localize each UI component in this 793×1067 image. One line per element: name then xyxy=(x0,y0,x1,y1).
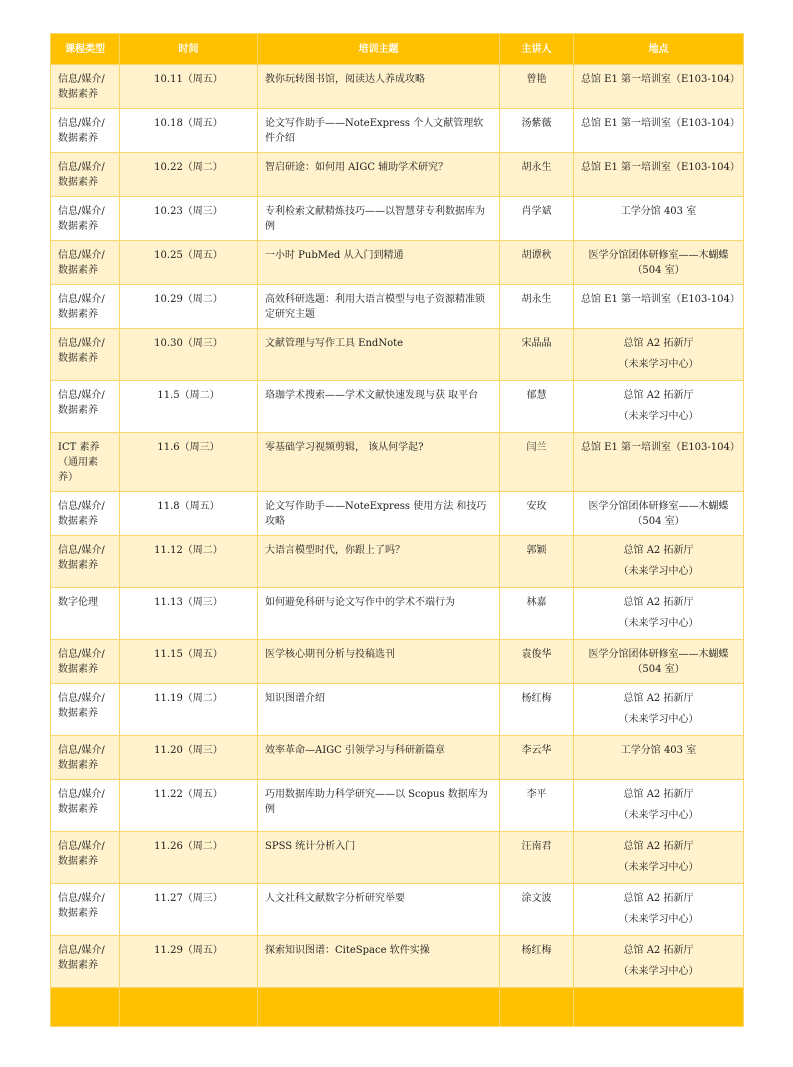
location-line: 总馆 E1 第一培训室（E103-104） xyxy=(581,118,740,129)
cell-topic: 教你玩转图书馆，阅读达人养成攻略 xyxy=(258,65,500,109)
header-location: 地点 xyxy=(574,34,744,65)
location-subline: （未来学习中心） xyxy=(618,714,699,725)
location-line: 医学分馆团体研修室——木蝴蝶（504 室） xyxy=(588,501,729,527)
cell-topic: 知识图谱介绍 xyxy=(258,684,500,736)
cell-speaker: 胡永生 xyxy=(500,285,574,329)
cell-speaker: 胡永生 xyxy=(500,153,574,197)
cell-speaker: 汪南君 xyxy=(500,832,574,884)
location-line: 总馆 A2 拓新厅 xyxy=(623,597,694,608)
cell-topic: 效率革命—AIGC 引领学习与科研新篇章 xyxy=(258,736,500,780)
location-line: 总馆 A2 拓新厅 xyxy=(623,693,694,704)
table-row xyxy=(51,736,744,780)
cell-topic: SPSS 统计分析入门 xyxy=(258,832,500,884)
cell-time: 11.20（周三） xyxy=(120,736,258,780)
cell-course-type: 信息/媒介/数据素养 xyxy=(51,492,120,536)
cell-course-type: 信息/媒介/数据素养 xyxy=(51,329,120,381)
cell-location xyxy=(574,153,744,197)
table-row xyxy=(51,433,744,492)
cell-time: 10.23（周三） xyxy=(120,197,258,241)
location-line: 总馆 A2 拓新厅 xyxy=(623,893,694,904)
table-row xyxy=(51,780,744,832)
cell-topic: 智启研途：如何用 AIGC 辅助学术研究？ xyxy=(258,153,500,197)
table-row xyxy=(51,832,744,884)
table-row xyxy=(51,640,744,684)
cell-time: 11.13（周三） xyxy=(120,588,258,640)
cell-time: 10.11（周五） xyxy=(120,65,258,109)
cell-speaker: 曾艳 xyxy=(500,65,574,109)
location-line: 总馆 E1 第一培训室（E103-104） xyxy=(581,74,740,85)
cell-location xyxy=(574,65,744,109)
table-row xyxy=(51,884,744,936)
cell-time: 11.8（周五） xyxy=(120,492,258,536)
cell-speaker: 郁慧 xyxy=(500,381,574,433)
header-speaker: 主讲人 xyxy=(500,34,574,65)
cell-course-type: 信息/媒介/数据素养 xyxy=(51,832,120,884)
table-footer-row xyxy=(51,988,744,1027)
footer-cell xyxy=(574,988,744,1027)
cell-course-type: 信息/媒介/数据素养 xyxy=(51,736,120,780)
cell-location xyxy=(574,241,744,285)
cell-location xyxy=(574,780,744,832)
cell-topic: 高效科研选题：利用大语言模型与电子资源精准锁定研究主题 xyxy=(258,285,500,329)
location-line: 总馆 A2 拓新厅 xyxy=(623,338,694,349)
location-line: 总馆 E1 第一培训室（E103-104） xyxy=(581,294,740,305)
table-row xyxy=(51,153,744,197)
cell-location xyxy=(574,433,744,492)
training-schedule-table xyxy=(50,33,744,1027)
cell-speaker: 肖学斌 xyxy=(500,197,574,241)
cell-location xyxy=(574,285,744,329)
cell-course-type: 信息/媒介/数据素养 xyxy=(51,109,120,153)
location-line: 医学分馆团体研修室——木蝴蝶（504 室） xyxy=(588,649,729,675)
cell-location xyxy=(574,492,744,536)
location-line: 总馆 A2 拓新厅 xyxy=(623,390,694,401)
cell-location xyxy=(574,536,744,588)
location-line: 总馆 A2 拓新厅 xyxy=(623,841,694,852)
cell-course-type: 信息/媒介/数据素养 xyxy=(51,381,120,433)
cell-location xyxy=(574,381,744,433)
cell-topic: 零基础学习视频剪辑， 该从何学起? xyxy=(258,433,500,492)
cell-speaker: 涂文波 xyxy=(500,884,574,936)
footer-cell xyxy=(258,988,500,1027)
table-row xyxy=(51,684,744,736)
cell-time: 11.12（周二） xyxy=(120,536,258,588)
cell-location xyxy=(574,684,744,736)
cell-topic: 医学核心期刊分析与投稿选刊 xyxy=(258,640,500,684)
location-subline: （未来学习中心） xyxy=(618,566,699,577)
cell-time: 11.27（周三） xyxy=(120,884,258,936)
location-subline: （未来学习中心） xyxy=(618,966,699,977)
cell-speaker: 胡谭秋 xyxy=(500,241,574,285)
cell-topic: 文献管理与写作工具 EndNote xyxy=(258,329,500,381)
header-time: 时间 xyxy=(120,34,258,65)
location-line: 总馆 A2 拓新厅 xyxy=(623,789,694,800)
cell-topic: 探索知识图谱：CiteSpace 软件实操 xyxy=(258,936,500,988)
cell-location xyxy=(574,197,744,241)
table-row xyxy=(51,381,744,433)
table-row xyxy=(51,492,744,536)
cell-time: 11.15（周五） xyxy=(120,640,258,684)
cell-course-type: 信息/媒介/数据素养 xyxy=(51,536,120,588)
cell-time: 11.5（周二） xyxy=(120,381,258,433)
cell-topic: 人文社科文献数字分析研究举要 xyxy=(258,884,500,936)
cell-time: 11.6（周三） xyxy=(120,433,258,492)
cell-location xyxy=(574,640,744,684)
cell-speaker: 杨红梅 xyxy=(500,936,574,988)
cell-time: 11.19（周二） xyxy=(120,684,258,736)
cell-location xyxy=(574,884,744,936)
cell-course-type: 信息/媒介/数据素养 xyxy=(51,780,120,832)
cell-course-type: 信息/媒介/数据素养 xyxy=(51,640,120,684)
table-row xyxy=(51,241,744,285)
cell-speaker: 林嘉 xyxy=(500,588,574,640)
cell-time: 10.29（周二） xyxy=(120,285,258,329)
cell-time: 10.30（周三） xyxy=(120,329,258,381)
table-row xyxy=(51,65,744,109)
cell-time: 11.22（周五） xyxy=(120,780,258,832)
cell-course-type: ICT 素养（通用素养） xyxy=(51,433,120,492)
cell-speaker: 安玫 xyxy=(500,492,574,536)
cell-topic: 专利检索文献精炼技巧——以智慧芽专利数据库为例 xyxy=(258,197,500,241)
table-header-row xyxy=(51,34,744,65)
table-row xyxy=(51,109,744,153)
table-row xyxy=(51,536,744,588)
location-line: 总馆 A2 拓新厅 xyxy=(623,545,694,556)
cell-time: 10.18（周五） xyxy=(120,109,258,153)
location-subline: （未来学习中心） xyxy=(618,618,699,629)
cell-location xyxy=(574,109,744,153)
cell-location xyxy=(574,832,744,884)
cell-course-type: 信息/媒介/数据素养 xyxy=(51,65,120,109)
cell-topic: 一小时 PubMed 从入门到精通 xyxy=(258,241,500,285)
cell-course-type: 信息/媒介/数据素养 xyxy=(51,884,120,936)
header-course-type: 课程类型 xyxy=(51,34,120,65)
location-line: 工学分馆 403 室 xyxy=(620,745,697,756)
table-row xyxy=(51,936,744,988)
cell-topic: 巧用数据库助力科学研究——以 Scopus 数据库为例 xyxy=(258,780,500,832)
location-subline: （未来学习中心） xyxy=(618,411,699,422)
location-line: 工学分馆 403 室 xyxy=(620,206,697,217)
cell-topic: 如何避免科研与论文写作中的学术不端行为 xyxy=(258,588,500,640)
cell-speaker: 杨红梅 xyxy=(500,684,574,736)
cell-topic: 论文写作助手——NoteExpress 使用方法 和技巧攻略 xyxy=(258,492,500,536)
cell-course-type: 信息/媒介/数据素养 xyxy=(51,684,120,736)
table-row xyxy=(51,588,744,640)
table-row xyxy=(51,285,744,329)
footer-cell xyxy=(500,988,574,1027)
location-subline: （未来学习中心） xyxy=(618,914,699,925)
cell-time: 10.25（周五） xyxy=(120,241,258,285)
cell-speaker: 郭颖 xyxy=(500,536,574,588)
location-line: 总馆 A2 拓新厅 xyxy=(623,945,694,956)
cell-course-type: 信息/媒介/数据素养 xyxy=(51,153,120,197)
cell-speaker: 宋晶晶 xyxy=(500,329,574,381)
cell-location xyxy=(574,936,744,988)
header-topic: 培训主题 xyxy=(258,34,500,65)
location-line: 总馆 E1 第一培训室（E103-104） xyxy=(581,442,740,453)
cell-time: 11.26（周二） xyxy=(120,832,258,884)
cell-location xyxy=(574,329,744,381)
cell-course-type: 数字伦理 xyxy=(51,588,120,640)
location-line: 医学分馆团体研修室——木蝴蝶（504 室） xyxy=(588,250,729,276)
cell-speaker: 李平 xyxy=(500,780,574,832)
cell-topic: 大语言模型时代，你跟上了吗？ xyxy=(258,536,500,588)
table-row xyxy=(51,197,744,241)
cell-course-type: 信息/媒介/数据素养 xyxy=(51,197,120,241)
cell-course-type: 信息/媒介/数据素养 xyxy=(51,936,120,988)
cell-speaker: 李云华 xyxy=(500,736,574,780)
cell-course-type: 信息/媒介/数据素养 xyxy=(51,241,120,285)
location-subline: （未来学习中心） xyxy=(618,862,699,873)
cell-location xyxy=(574,736,744,780)
cell-topic: 珞珈学术搜索——学术文献快速发现与获 取平台 xyxy=(258,381,500,433)
cell-time: 11.29（周五） xyxy=(120,936,258,988)
cell-speaker: 汤紫薇 xyxy=(500,109,574,153)
location-line: 总馆 E1 第一培训室（E103-104） xyxy=(581,162,740,173)
location-subline: （未来学习中心） xyxy=(618,359,699,370)
footer-cell xyxy=(51,988,120,1027)
cell-course-type: 信息/媒介/数据素养 xyxy=(51,285,120,329)
cell-speaker: 闫兰 xyxy=(500,433,574,492)
cell-time: 10.22（周二） xyxy=(120,153,258,197)
cell-topic: 论文写作助手——NoteExpress 个人文献管理软件介绍 xyxy=(258,109,500,153)
table-row xyxy=(51,329,744,381)
location-subline: （未来学习中心） xyxy=(618,810,699,821)
cell-speaker: 袁俊华 xyxy=(500,640,574,684)
cell-location xyxy=(574,588,744,640)
footer-cell xyxy=(120,988,258,1027)
